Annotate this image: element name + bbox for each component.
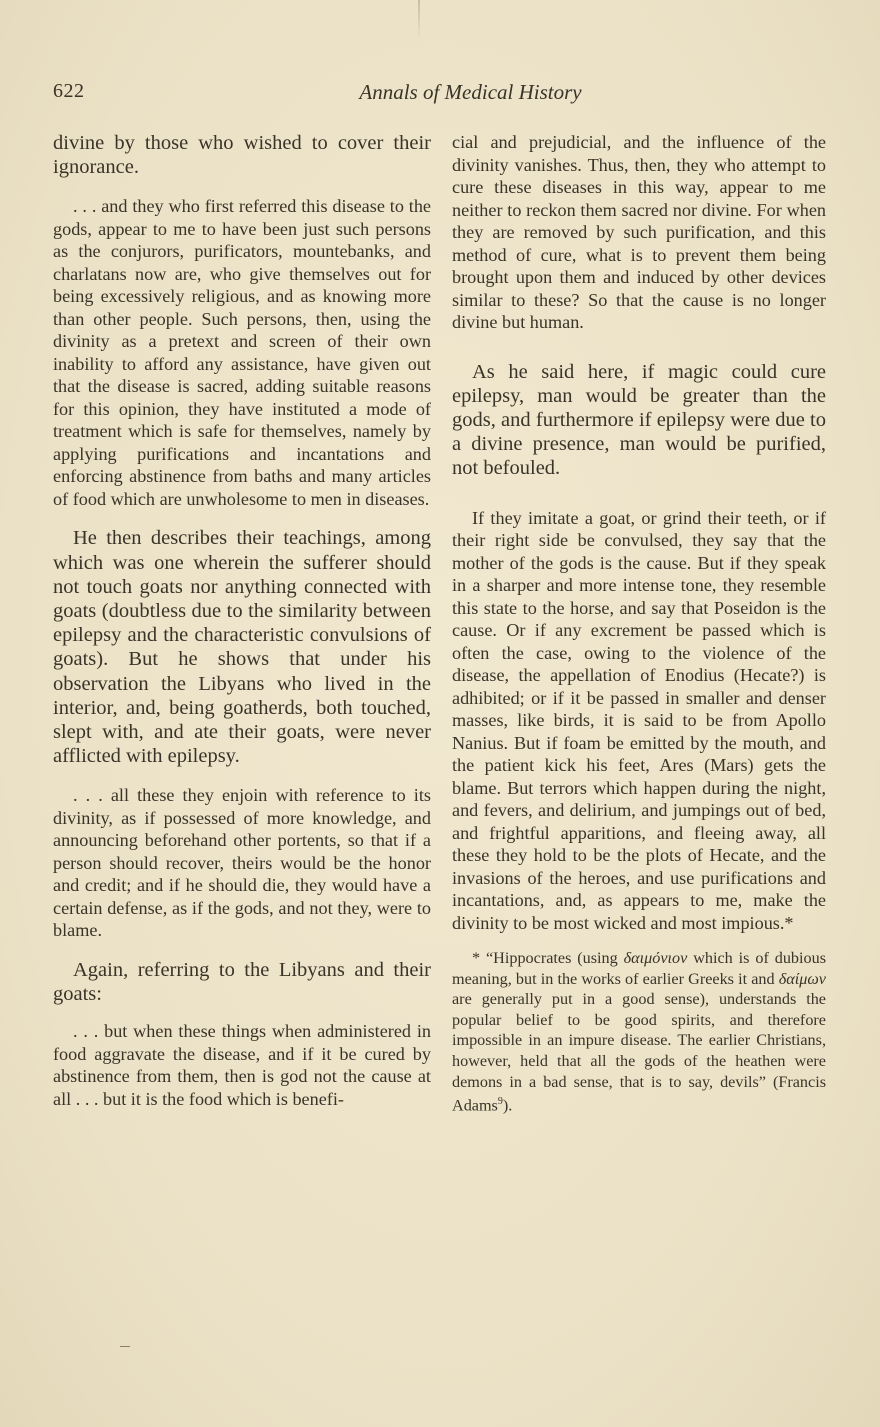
- footnote-text: are generally put in a good sense), understands the popular belief to be good spirits, and therefore impossible in an impure disease. The earlier Christians, however, held that all the gods of the heathen were demons in a bad sense, that is to say, devils” (Francis Adams: [452, 990, 826, 1115]
- paper-crease: [418, 0, 420, 40]
- quote-block: If they imitate a goat, or grind their teeth, or if their right side be convulsed, they say that the mother of the gods is the cause. But if they speak in a sharper and more intense tone, they resemble this state to the horse, and say that Poseidon is the cause. Or if any excrement be passed which is often the case, owing to the violence of the disease, the appellation of Enodius (Hecate?) is adhibited; or if it be passed in smaller and denser masses, like birds, it is said to be from Apollo Nanius. But if foam be emitted by the mouth, and the patient kick his feet, Ares (Mars) gets the blame. But terrors which happen during the night, and fevers, and delirium, and jumpings out of bed, and frightful apparitions, and fleeing away, all these they hold to be the plots of Hecate, and the invasions of the heroes, and use purifications and incantations, and, as appears to me, make the divinity to be most wicked and most impious.*: [452, 507, 826, 933]
- quote-block: . . . but when these things when administered in food aggravate the disease, and if it be cured by abstinence from them, then is god not the cause at all . . . but it is the food which is benefi-: [53, 1021, 431, 1109]
- footnote: [452, 948, 826, 1116]
- quote-block: . . . all these they enjoin with reference to its divinity, as if possessed of more knowledge, and announcing beforehand other portents, so that if a person should recover, theirs would be the honor and credit; and if he should die, they would have a certain defense, as if the gods, and not they, were to blame.: [53, 785, 431, 941]
- quote-block-continuation: cial and prejudicial, and the influence of the divinity vanishes. Thus, then, they who attempt to cure these diseases in this way, appear to me neither to reckon them sacred nor divine. For when they are removed by such purification, and this method of cure, what is to prevent them being brought upon them and induced by other devices similar to these? So that the cause is no longer divine but human.: [452, 132, 826, 332]
- quote-block: . . . and they who first referred this disease to the gods, appear to me to have been just such persons as the conjurors, purificators, mountebanks, and charlatans now are, who give themselves out for being excessively religious, and as knowing more than other people. Such persons, then, using the divinity as a pretext and screen of their own inability to afford any assistance, have given out that the disease is sacred, adding suitable reasons for this opinion, they have instituted a mode of treatment which is safe for themselves, namely by applying purifications and incantations and enforcing abstinence from baths and many articles of food which are unwholesome to men in diseases.: [53, 196, 431, 509]
- paragraph: As he said here, if magic could cure epilepsy, man would be greater than the gods, and furthermore if epilepsy were due to a divine presence, man would be purified, not befouled.: [452, 360, 826, 480]
- greek-word: δαίμων: [778, 969, 826, 988]
- paragraph: He then describes their teachings, among which was one wherein the sufferer should not touch goats nor anything connected with goats (doubtless due to the similarity between epilepsy and the characteristic convulsions of goats). But he shows that under his observation the Libyans who lived in the interior, and, being goatherds, both touched, slept with, and ate their goats, were never afflicted with epilepsy.: [53, 527, 431, 768]
- stray-mark: [120, 1346, 130, 1347]
- paragraph-continuation: divine by those who wished to cover their ignorance.: [53, 132, 431, 179]
- right-column: [452, 131, 826, 1116]
- page-number: 622: [53, 80, 85, 102]
- page-header: [53, 80, 828, 110]
- footnote-text: ).: [502, 1096, 513, 1115]
- paragraph: Again, referring to the Libyans and their goats:: [53, 958, 431, 1006]
- running-title: Annals of Medical History: [359, 80, 582, 104]
- reference-number: 9: [497, 1096, 503, 1108]
- footnote-text: which is of dubious meaning, but in the works of earlier Greeks it and: [452, 949, 826, 988]
- greek-word: δαιμόνιον: [623, 949, 688, 968]
- footnote-text: * “Hippocrates (using: [472, 949, 624, 968]
- left-column: [53, 131, 431, 1110]
